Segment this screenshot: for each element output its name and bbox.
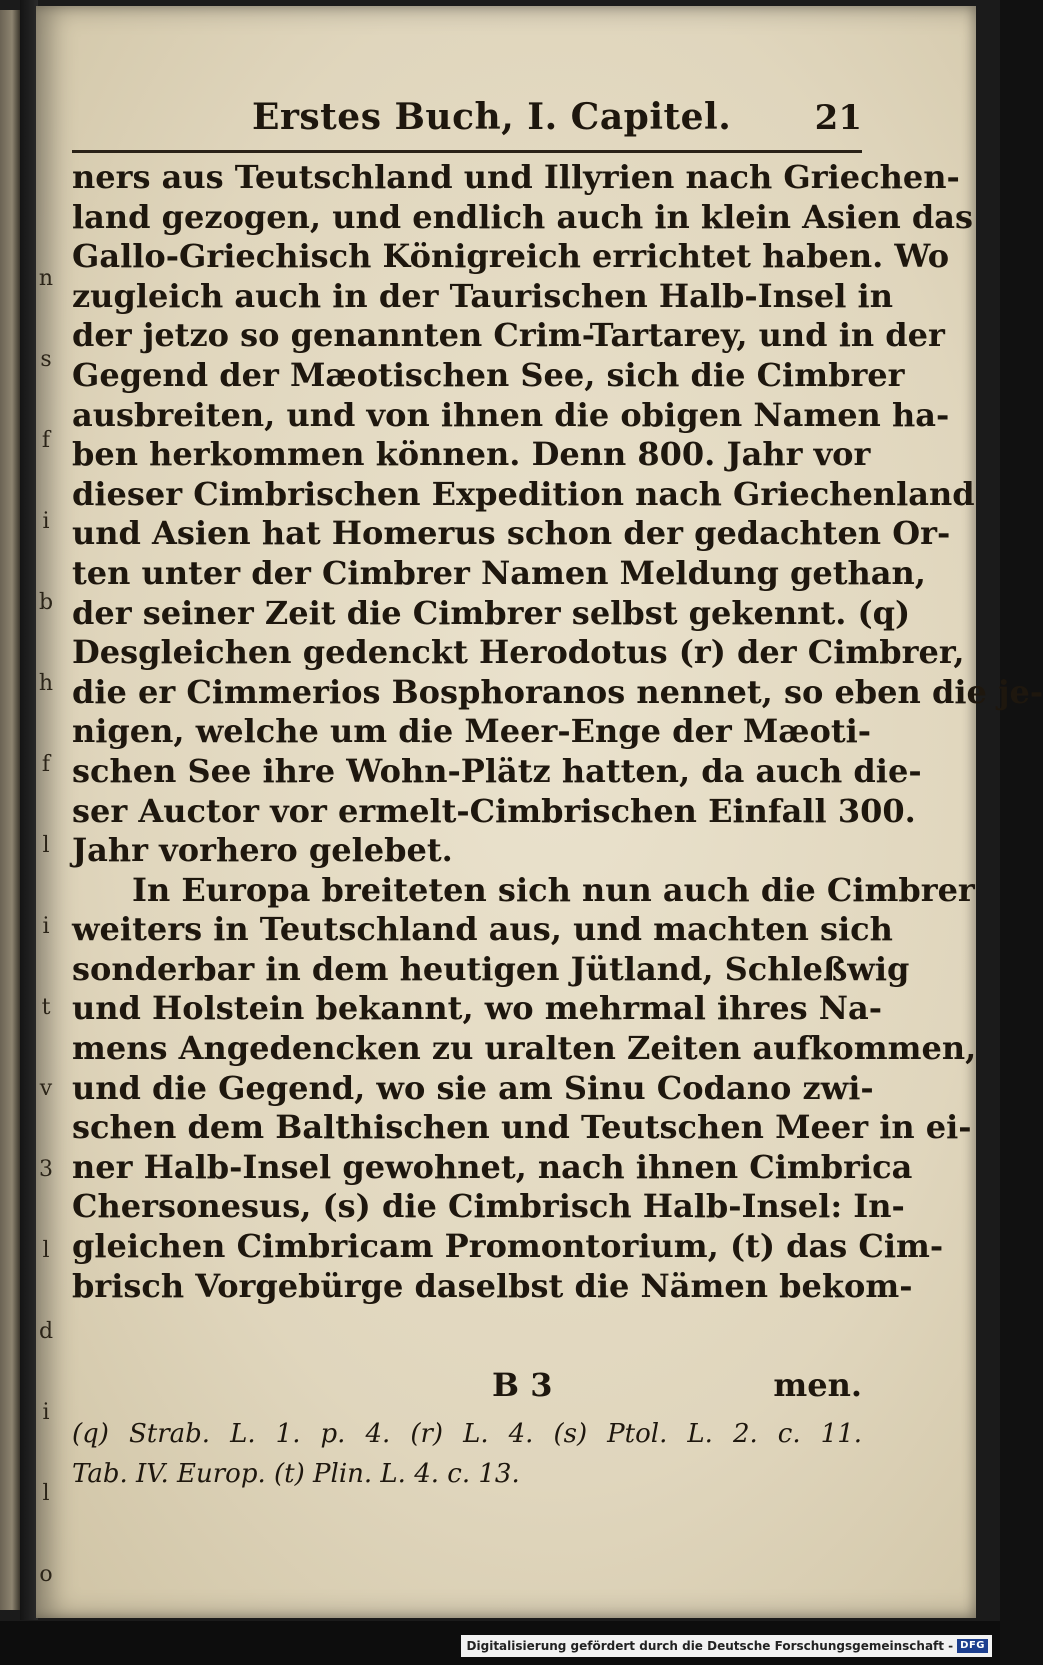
page-header	[72, 96, 862, 146]
dfg-logo-icon: DFG	[957, 1639, 988, 1653]
text-line: die er Cimmerios Bosphoranos nennet, so eben die je-	[72, 672, 1043, 711]
margin-fragment: d	[38, 1319, 54, 1344]
text-line: mens Angedencken zu uralten Zeiten aufkommen,	[72, 1029, 977, 1068]
margin-fragment: i	[42, 914, 50, 939]
footer-bar	[0, 1621, 1000, 1665]
text-line: und Asien hat Homerus schon der gedachten Or-	[72, 514, 951, 553]
signature-mark: B 3	[492, 1366, 553, 1404]
header-rule	[72, 150, 862, 153]
margin-fragment: l	[42, 1481, 50, 1506]
digitization-credit	[461, 1635, 992, 1657]
margin-fragment: s	[40, 347, 52, 372]
margin-fragment: o	[39, 1562, 53, 1587]
text-line: Chersonesus, (s) die Cimbrisch Halb-Insel: In-	[72, 1187, 905, 1226]
book-page	[36, 6, 1043, 1618]
text-line: ten unter der Cimbrer Namen Meldung gethan,	[72, 553, 926, 592]
footnotes	[72, 1414, 862, 1494]
text-line: ner Halb-Insel gewohnet, nach ihnen Cimbrica	[72, 1147, 913, 1186]
text-line: dieser Cimbrischen Expedition nach Griechenland	[72, 474, 975, 513]
margin-fragment: l	[42, 1238, 50, 1263]
catchline	[72, 1366, 862, 1406]
footnote-line: (q) Strab. L. 1. p. 4. (r) L. 4. (s) Ptol. L. 2. c. 11.	[72, 1419, 862, 1449]
margin-fragment: n	[38, 266, 54, 291]
text-line: Gallo-Griechisch Königreich errichtet haben. Wo	[72, 237, 950, 276]
margin-fragment: t	[41, 995, 51, 1020]
text-line: und die Gegend, wo sie am Sinu Codano zwi-	[72, 1068, 874, 1107]
margin-fragment: l	[42, 833, 50, 858]
margin-fragment: b	[38, 590, 54, 615]
margin-fragment: i	[42, 1400, 50, 1425]
margin-fragment: i	[42, 509, 50, 534]
text-line: gleichen Cimbricam Promontorium, (t) das Cim-	[72, 1227, 944, 1266]
running-title: Erstes Buch, I. Capitel.	[252, 96, 732, 138]
page-number: 21	[814, 98, 862, 138]
text-line: In Europa breiteten sich nun auch die Cimbrer	[132, 870, 975, 909]
text-line: nigen, welche um die Meer-Enge der Mæoti-	[72, 712, 872, 751]
footnote-line: Tab. IV. Europ. (t) Plin. L. 4. c. 13.	[72, 1459, 520, 1489]
text-line: ben herkommen können. Denn 800. Jahr vor	[72, 435, 871, 474]
body-text	[72, 158, 1043, 1306]
text-line: zugleich auch in der Taurischen Halb-Insel in	[72, 276, 893, 315]
text-line: Desgleichen gedenckt Herodotus (r) der Cimbrer,	[72, 633, 965, 672]
text-line: ser Auctor vor ermelt-Cimbrischen Einfall 300.	[72, 791, 916, 830]
text-line: der seiner Zeit die Cimbrer selbst gekennt. (q)	[72, 593, 911, 632]
text-line: und Holstein bekannt, wo mehrmal ihres Na-	[72, 989, 883, 1028]
text-line: der jetzo so genannten Crim-Tartarey, und in der	[72, 316, 945, 355]
catchword: men.	[773, 1366, 862, 1404]
left-margin-fragments	[36, 266, 56, 1587]
margin-fragment: h	[38, 671, 54, 696]
text-line: Jahr vorhero gelebet.	[72, 831, 453, 870]
text-line: schen dem Balthischen und Teutschen Meer in ei-	[72, 1108, 972, 1147]
text-line: ausbreiten, und von ihnen die obigen Namen ha-	[72, 395, 950, 434]
text-line: land gezogen, und endlich auch in klein Asien das	[72, 197, 974, 236]
credit-text: Digitalisierung gefördert durch die Deutsche Forschungsgemeinschaft -	[466, 1639, 954, 1653]
text-line: ners aus Teutschland und Illyrien nach Griechen-	[72, 158, 960, 196]
left-page-edge	[0, 10, 20, 1610]
margin-fragment: 3	[39, 1157, 53, 1182]
margin-fragment: f	[41, 752, 51, 777]
text-line: Gegend der Mæotischen See, sich die Cimbrer	[72, 355, 905, 394]
margin-fragment: f	[41, 428, 51, 453]
text-line: sonderbar in dem heutigen Jütland, Schleßwig	[72, 949, 910, 988]
text-line: brisch Vorgebürge daselbst die Nämen bekom-	[72, 1266, 913, 1305]
text-line: schen See ihre Wohn-Plätz hatten, da auch die-	[72, 751, 922, 790]
text-line: weiters in Teutschland aus, und machten sich	[72, 910, 893, 949]
margin-fragment: v	[39, 1076, 53, 1101]
